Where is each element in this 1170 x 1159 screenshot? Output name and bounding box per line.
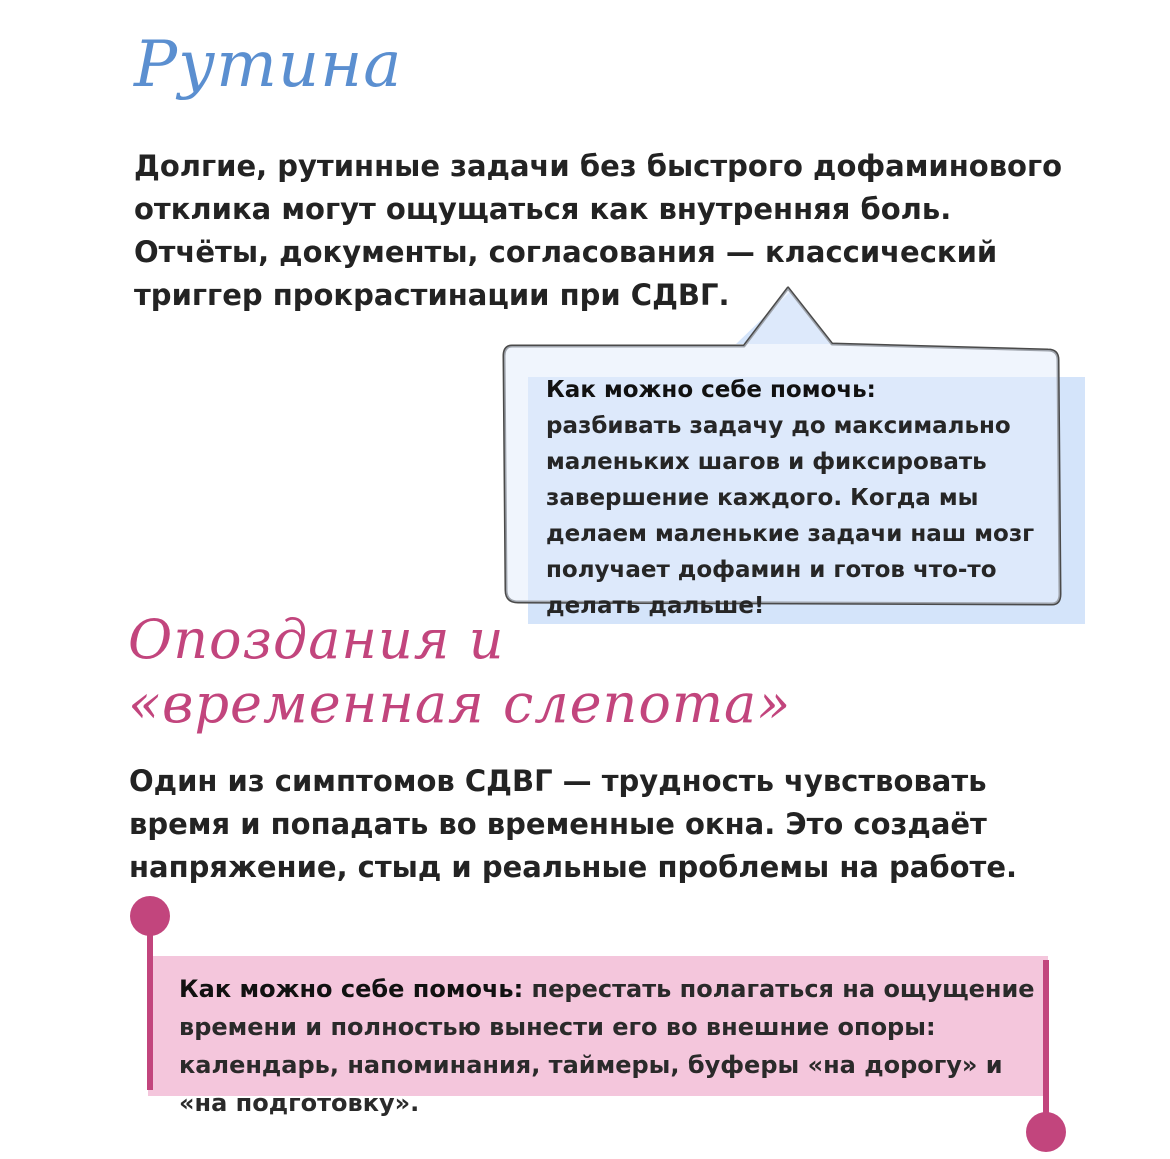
lateness-title-line1: Опоздания и xyxy=(128,608,505,671)
lateness-title-line2: «временная слепота» xyxy=(128,672,792,735)
tip1-text-block xyxy=(546,372,1056,624)
tip2-body: перестать полагаться на ощущение времени и полностью вынести его во внешние опоры: календарь, напоминания, таймеры, буферы «на дорогу» и «на подготовку». xyxy=(179,975,1035,1117)
tip1-label: Как можно себе помочь: xyxy=(546,377,876,403)
routine-paragraph: Долгие, рутинные задачи без быстрого дофаминового отклика могут ощущаться как внутренняя боль. Отчёты, документы, согласования — классический триггер прокрастинации при СДВГ. xyxy=(134,149,1063,312)
lateness-paragraph: Один из симптомов СДВГ — трудность чувствовать время и попадать во временные окна. Это создаёт напряжение, стыд и реальные проблемы на работе. xyxy=(129,764,1018,884)
tip2-label: Как можно себе помочь: xyxy=(179,975,524,1003)
section-title-lateness xyxy=(128,608,791,736)
section-title-routine: Рутина xyxy=(134,28,403,102)
tip-speech-bubble xyxy=(500,284,1090,629)
tip1-body: разбивать задачу до максимально маленьких шагов и фиксировать завершение каждого. Когда мы делаем маленькие задачи наш мозг получает дофамин и готов что-то делать дальше! xyxy=(546,413,1035,619)
tip2-text-block xyxy=(179,970,1039,1122)
tip-pink-box xyxy=(0,880,1170,1159)
